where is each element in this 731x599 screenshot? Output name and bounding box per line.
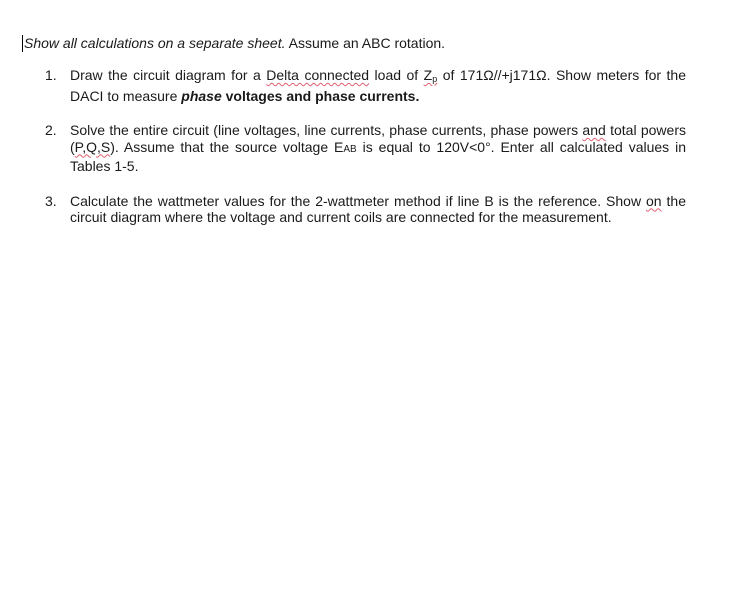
intro-line xyxy=(24,35,445,52)
intro-text: Assume an ABC rotation. xyxy=(285,35,446,51)
list-item-text xyxy=(70,122,686,175)
text-run: is equal to 120V<0°. Enter all calculated values in Tables 1-5. xyxy=(70,138,686,174)
list-item xyxy=(45,122,686,175)
list-item xyxy=(45,193,686,226)
impedance-symbol: Z xyxy=(423,67,433,83)
text-run: load of xyxy=(369,67,424,83)
list-number: 1. xyxy=(45,67,57,83)
text-run: Calculate the wattmeter values for the 2-wattmeter method if line B is the reference. Show xyxy=(70,192,646,209)
text-run: of 171Ω//+j171Ω. Show meters for the DACI to measure xyxy=(70,67,686,104)
text-run: Draw the circuit diagram for a xyxy=(70,67,267,83)
list-number: 3. xyxy=(45,192,57,209)
list-number: 2. xyxy=(45,122,57,138)
instruction-list xyxy=(45,67,686,244)
intro-italic-text: Show all calculations on a separate sheet. xyxy=(24,35,286,51)
impedance-subscript: p xyxy=(432,74,438,84)
text-run: total powers ( xyxy=(70,122,686,155)
spellcheck-underlined-text[interactable]: and xyxy=(582,122,606,138)
emphasis-text: phase xyxy=(181,87,222,104)
voltage-subscript: AB xyxy=(343,143,357,155)
text-run: the circuit diagram where the voltage and current coils are connected for the measurement. xyxy=(70,192,686,225)
spellcheck-underlined-text[interactable]: on xyxy=(646,192,662,209)
spellcheck-underlined-text[interactable] xyxy=(424,67,438,83)
spellcheck-underlined-text[interactable]: Delta connected xyxy=(266,67,370,83)
spellcheck-underlined-text[interactable]: P,Q,S xyxy=(74,138,111,155)
text-run: ). Assume that the source voltage E xyxy=(110,138,344,155)
text-cursor xyxy=(22,35,23,52)
list-item-text xyxy=(70,193,686,226)
list-item-text xyxy=(70,67,686,104)
bold-text: voltages and phase currents. xyxy=(221,87,420,104)
text-run: Solve the entire circuit (line voltages, line currents, phase currents, phase powers xyxy=(70,122,583,138)
list-item xyxy=(45,67,686,104)
